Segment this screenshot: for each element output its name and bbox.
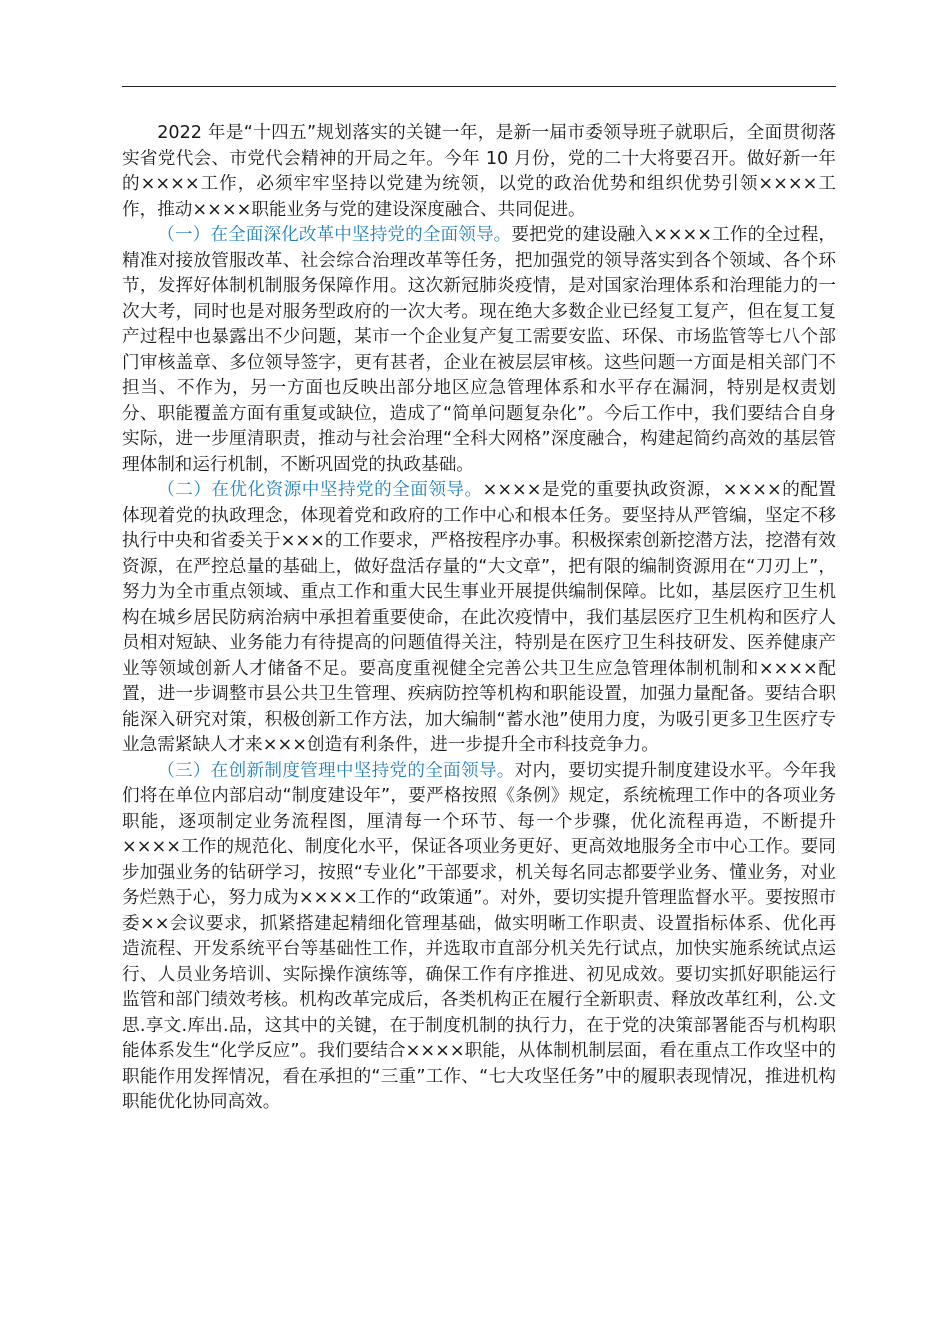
section-heading-3: （三）在创新制度管理中坚持党的全面领导。 (157, 760, 515, 781)
section-body-2: ××××是党的重要执政资源，××××的配置体现着党的执政理念，体现着党和政府的工作中心和根本任务。要坚持从严管编，坚定不移执行中央和省委关于×××的工作要求，严格按程序办事。积极探索创新挖潜方法，挖潜有效资源，在严控总量的基础上，做好盘活存量的“大文章”，把有限的编制资源用在“刀刃上”，努力为全市重点领域、重点工作和重大民生事业开展提供编制保障。比如，基层医疗卫生机构在城乡居民防病治病中承担着重要使命，在此次疫情中，我们基层医疗卫生机构和医疗人员相对短缺、业务能力有待提高的问题值得关注，特别是在医疗卫生科技研发、医养健康产业等领域创新人才储备不足。要高度重视健全完善公共卫生应急管理体制机制和××××配置，进一步调整市县公共卫生管理、疾病防控等机构和职能设置，加强力量配备。要结合职能深入研究对策，积极创新工作方法，加大编制“蓄水池”使用力度，为吸引更多卫生医疗专业急需紧缺人才来×××创造有利条件，进一步提升全市科技竞争力。 (122, 480, 836, 755)
section-heading-1: （一）在全面深化改革中坚持党的全面领导。 (157, 225, 512, 245)
document-body (122, 121, 836, 1116)
section-paragraph-2 (122, 478, 836, 759)
section-paragraph-3 (122, 759, 836, 1116)
section-body-1: 要把党的建设融入××××工作的全过程，精准对接放管服改革、社会综合治理改革等任务，把加强党的领导落实到各个领域、各个环节，发挥好体制机制服务保障作用。这次新冠肺炎疫情，是对国家治理体系和治理能力的一次大考，同时也是对服务型政府的一次大考。现在绝大多数企业已经复工复产，但在复工复产过程中也暴露出不少问题，某市一个企业复产复工需要安监、环保、市场监管等七八个部门审核盖章、多位领导签字，更有甚者，企业在被层层审核。这些问题一方面是相关部门不担当、不作为，另一方面也反映出部分地区应急管理体系和水平存在漏洞，特别是权责划分、职能覆盖方面有重复或缺位，造成了“简单问题复杂化”。今后工作中，我们要结合自身实际，进一步厘清职责，推动与社会治理“全科大网格”深度融合，构建起简约高效的基层管理体制和运行机制，不断巩固党的执政基础。 (122, 225, 836, 475)
section-paragraph-1 (122, 223, 836, 478)
section-body-3: 对内，要切实提升制度建设水平。今年我们将在单位内部启动“制度建设年”，要严格按照《条例》规定，系统梳理工作中的各项业务职能，逐项制定业务流程图，厘清每一个环节、每一个步骤，优化流程再造，不断提升××××工作的规范化、制度化水平，保证各项业务更好、更高效地服务全市中心工作。要同步加强业务的钻研学习，按照“专业化”干部要求，机关每名同志都要学业务、懂业务，对业务烂熟于心，努力成为××××工作的“政策通”。对外，要切实提升管理监督水平。要按照市委××会议要求，抓紧搭建起精细化管理基础，做实明晰工作职责、设置指标体系、优化再造流程、开发系统平台等基础性工作，并选取市直部分机关先行试点，加快实施系统试点运行、人员业务培训、实际操作演练等，确保工作有序推进、初见成效。要切实抓好职能运行监管和部门绩效考核。机构改革完成后，各类机构正在履行全新职责、释放改革红利，公.文思.享文.库出.品，这其中的关键，在于制度机制的执行力，在于党的决策部署能否与机构职能体系发生“化学反应”。我们要结合××××职能，从体制机制层面，看在重点工作攻坚中的职能作用发挥情况，看在承担的“三重”工作、“七大攻坚任务”中的履职表现情况，推进机构职能优化协同高效。 (122, 760, 836, 1112)
header-rule (122, 86, 836, 87)
intro-paragraph: 2022 年是“十四五”规划落实的关键一年，是新一届市委领导班子就职后，全面贯彻落实省党代会、市党代会精神的开局之年。今年 10 月份，党的二十大将要召开。做好新一年的××××工作，必须牢牢坚持以党建为统领，以党的政治优势和组织优势引领××××工作，推动××××职能业务与党的建设深度融合、共同促进。 (122, 123, 836, 220)
section-heading-2: （二）在优化资源中坚持党的全面领导。 (157, 480, 483, 500)
